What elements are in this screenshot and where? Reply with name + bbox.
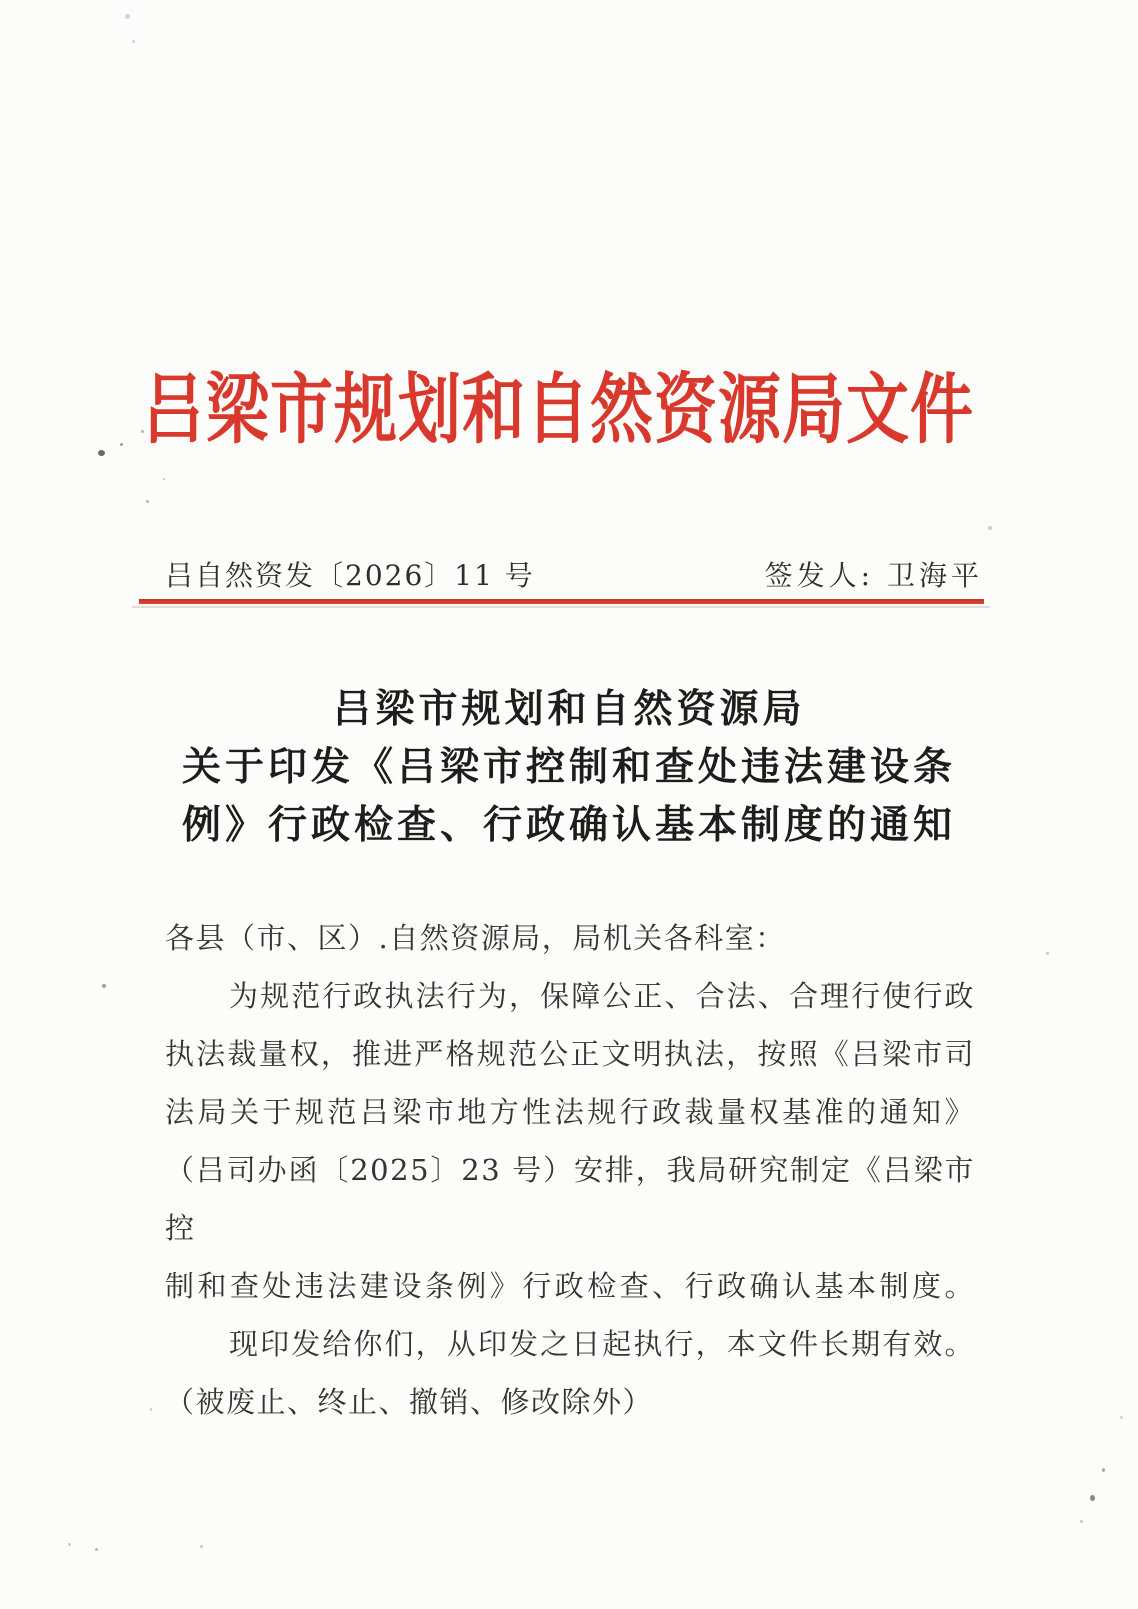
red-separator-shadow <box>132 606 990 608</box>
scan-speck <box>150 1408 152 1411</box>
document-title-line-1: 吕梁市规划和自然资源局 <box>332 687 806 732</box>
scan-speck <box>1102 1468 1105 1472</box>
scan-speck <box>988 526 992 530</box>
document-header-title: 吕梁市规划和自然资源局文件 <box>142 363 974 455</box>
body-line: 法局关于规范吕梁市地方性法规行政裁量权基准的通知》 <box>165 1095 975 1129</box>
document-title-line-3: 例》行政检查、行政确认基本制度的通知 <box>181 803 956 848</box>
body-line: 制和查处违法建设条例》行政检查、行政确认基本制度。 <box>165 1269 975 1303</box>
document-title-line-2: 关于印发《吕梁市控制和查处违法建设条 <box>181 745 956 790</box>
document-title <box>0 681 1138 855</box>
scan-speck <box>102 984 106 988</box>
document-number-row <box>165 556 983 596</box>
scan-speck <box>163 478 165 480</box>
scan-speck <box>200 1545 203 1548</box>
scan-speck <box>1080 1520 1083 1523</box>
scan-speck <box>1120 1416 1123 1419</box>
scan-speck <box>132 40 135 43</box>
scan-speck <box>1046 952 1049 955</box>
body-salutation: 各县（市、区）.自然资源局，局机关各科室： <box>165 921 786 955</box>
scan-speck <box>146 500 149 503</box>
body-line: 为规范行政执法行为，保障公正、合法、合理行使行政 <box>229 979 975 1013</box>
body-line: 现印发给你们，从印发之日起执行，本文件长期有效。 <box>229 1327 975 1361</box>
scan-speck <box>68 1543 71 1546</box>
scan-speck <box>125 14 130 19</box>
body-line: （吕司办函〔2025〕23 号）安排，我局研究制定《吕梁市控 <box>165 1153 975 1245</box>
red-separator-line <box>139 599 984 604</box>
body-line: 执法裁量权，推进严格规范公正文明执法，按照《吕梁市司 <box>165 1037 975 1071</box>
scan-speck <box>95 1548 98 1551</box>
body-line: （被废止、终止、撤销、修改除外） <box>165 1385 654 1419</box>
document-number: 吕自然资发〔2026〕11 号 <box>165 559 535 592</box>
scan-speck <box>1090 1495 1095 1501</box>
document-body <box>165 909 975 1431</box>
issuer-name: 签发人: 卫海平 <box>764 559 983 592</box>
